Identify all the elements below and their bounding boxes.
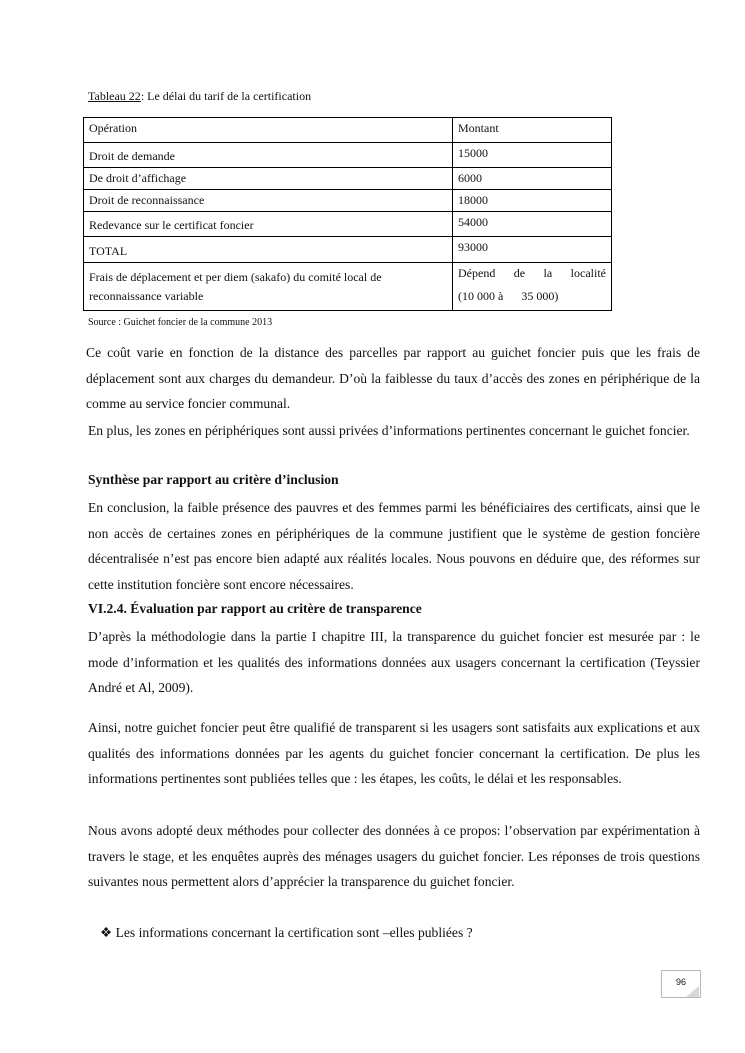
table-caption bbox=[88, 89, 311, 104]
section-heading: VI.2.4. Évaluation par rapport au critère de transparence bbox=[88, 601, 422, 616]
table-header-row bbox=[84, 118, 612, 143]
table-source: Source : Guichet foncier de la commune 2013 bbox=[88, 317, 273, 328]
row-amount: 6000 bbox=[453, 168, 612, 190]
table-caption-label: Tableau 22 bbox=[88, 89, 141, 103]
header-amount: Montant bbox=[453, 118, 612, 143]
row-amount: 93000 bbox=[453, 237, 612, 263]
header-operation: Opération bbox=[84, 118, 453, 143]
row-amount-line: Dépend de la localité bbox=[458, 266, 606, 280]
page-fold-icon bbox=[686, 986, 699, 997]
table-row bbox=[84, 237, 612, 263]
row-operation: Redevance sur le certificat foncier bbox=[84, 212, 453, 237]
table-row bbox=[84, 143, 612, 168]
row-amount: 54000 bbox=[453, 212, 612, 237]
table-row bbox=[84, 263, 612, 311]
row-operation bbox=[84, 263, 453, 311]
row-amount bbox=[453, 263, 612, 311]
row-operation: Droit de reconnaissance bbox=[84, 190, 453, 212]
row-amount-line: (10 000 à 35 000) bbox=[458, 289, 559, 303]
paragraph: Ainsi, notre guichet foncier peut être qualifié de transparent si les usagers sont satisfaits aux explications et aux qualités des informations données par les agents du guichet foncier concernant la certification. De plus les informations pertinentes sont publiées telles que : les étapes, les coûts, le délai et les responsables. bbox=[88, 720, 700, 786]
table-row bbox=[84, 168, 612, 190]
paragraph: D’après la méthodologie dans la partie I chapitre III, la transparence du guichet foncier est mesurée par : le mode d’information et les qualités des informations données aux usagers concernant la certification (Teyssier André et Al, 2009). bbox=[88, 629, 700, 695]
row-operation: TOTAL bbox=[84, 237, 453, 263]
row-amount: 18000 bbox=[453, 190, 612, 212]
section-heading: Synthèse par rapport au critère d’inclusion bbox=[88, 472, 339, 487]
bullet-item bbox=[100, 925, 473, 941]
table-caption-text: : Le délai du tarif de la certification bbox=[140, 89, 312, 103]
bullet-text: Les informations concernant la certification sont –elles publiées ? bbox=[115, 925, 473, 940]
paragraph: Ce coût varie en fonction de la distance des parcelles par rapport au guichet foncier puis que les frais de déplacement sont aux charges du demandeur. D’où la faiblesse du taux d’accès des zones en périphérique de la comme au service foncier communal. bbox=[86, 345, 700, 411]
row-operation-line: Frais de déplacement et per diem (sakafo) du comité local de bbox=[89, 270, 382, 284]
table-row bbox=[84, 190, 612, 212]
row-operation: Droit de demande bbox=[84, 143, 453, 168]
diamond-bullet-icon: ❖ bbox=[100, 925, 113, 940]
row-operation: De droit d’affichage bbox=[84, 168, 453, 190]
row-amount: 15000 bbox=[453, 143, 612, 168]
paragraph: Nous avons adopté deux méthodes pour collecter des données à ce propos: l’observation par expérimentation à travers le stage, et les enquêtes auprès des ménages usagers du guichet foncier. Les réponses de trois questions suivantes nous permettent alors d’apprécier la transparence du guichet foncier. bbox=[88, 823, 700, 889]
paragraph: En conclusion, la faible présence des pauvres et des femmes parmi les bénéficiaires des certificats, ainsi que le non accès de certaines zones en périphériques de la commune justifient que le système de gestion foncière décentralisée n’est pas encore bien adapté aux réalités locales. Nous pouvons en déduire que, des réformes sur cette institution foncière sont encore nécessaires. bbox=[88, 500, 700, 592]
tariff-table bbox=[83, 117, 612, 311]
paragraph: En plus, les zones en périphériques sont aussi privées d’informations pertinentes concernant le guichet foncier. bbox=[88, 423, 690, 438]
page-number: 96 bbox=[661, 970, 701, 998]
row-operation-line: reconnaissance variable bbox=[89, 289, 204, 303]
table-row bbox=[84, 212, 612, 237]
